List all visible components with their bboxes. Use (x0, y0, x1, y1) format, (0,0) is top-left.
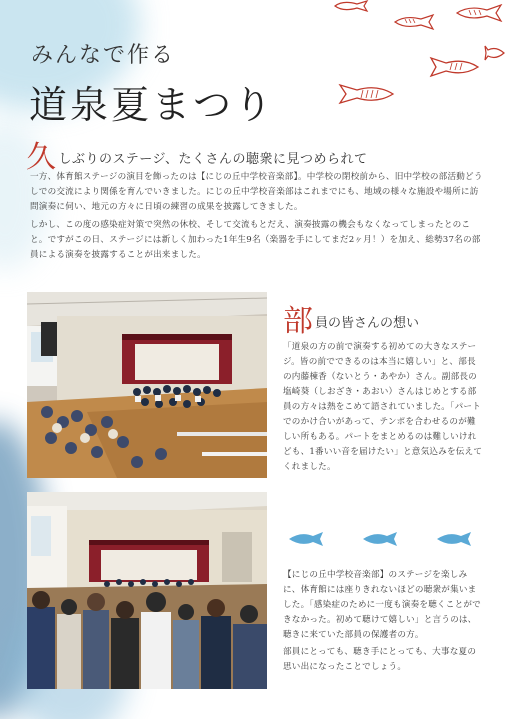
intro-text (30, 170, 485, 266)
red-fish-icon (428, 56, 480, 78)
section-heading-text: 員の皆さんの想い (315, 316, 420, 331)
blue-fish-icon (363, 532, 397, 546)
intro-paragraph: 一方、体育館ステージの演目を飾ったのは【にじの丘中学校音楽部】。中学校の閉校前から、旧中学校の部活動どうしでの交流により関係を育んでいきました。にじの丘中学校音楽部はこれまでにも、地域の様々な施設や場所に訪問演奏に伺い、地元の方々に日頃の練習の成果を披露してきました。 (30, 172, 483, 212)
photo-audience-standing (27, 492, 267, 689)
headline-text: しぶりのステージ、たくさんの聴衆に見つめられて (58, 152, 368, 167)
section-heading (283, 296, 419, 340)
blue-fish-icon (437, 532, 471, 546)
red-fish-icon (455, 4, 503, 22)
page-subtitle: みんなで作る (31, 43, 176, 68)
section-initial: 部 (283, 304, 313, 339)
blue-fish-divider (283, 527, 483, 551)
red-fish-icon (393, 14, 435, 30)
closing-paragraph: 【にじの丘中学校音楽部】のステージを楽しみに、体育館には座りきれないほどの聴衆が集いました。「感染症のために一度も演奏を聴くことができなかった。初めて聴けて嬉しい」と言うのは、聴きに来ていた部員の保護者の方。 (283, 570, 481, 640)
photo-gym-performance (27, 292, 267, 478)
red-fish-icon (484, 44, 506, 62)
quote-text (283, 340, 483, 477)
page-title: 道泉夏まつり (29, 83, 276, 127)
headline-initial: 久 (26, 140, 57, 175)
red-fish-icon (337, 82, 395, 106)
red-fish-icon (333, 0, 369, 12)
closing-text (283, 568, 483, 677)
closing-paragraph: 部員にとっても、聴き手にとっても、大事な夏の思い出になったことでしょう。 (283, 647, 477, 672)
blue-fish-icon (289, 532, 323, 546)
quote-paragraph: 「道泉の方の前で演奏する初めての大きなステージ。皆の前でできるのは本当に嬉しい」と、部長の内藤棟香（ないとう・あやか）さん。副部長の塩崎葵（しおざき・あおい）さんはじめとする部員の方々は熱をこめて語されていました。「パートでのかけ合いがあって、テンポを合わせるのが難しい所もある。パートをまとめるのは難しいけれども、1番いい音を届けたい」と意気込みを伝えてくれました。 (283, 342, 483, 472)
intro-paragraph: しかし、この度の感染症対策で突然の休校、そして交流もとだえ、演奏披露の機会もなくなってしまったとのこと。ですがこの日、ステージには新しく加わった1年生9名（楽器を手にしてまだ2ヶ月！）を加え、総勢37名の部員による演奏を披露することが出来ました。 (30, 220, 481, 260)
